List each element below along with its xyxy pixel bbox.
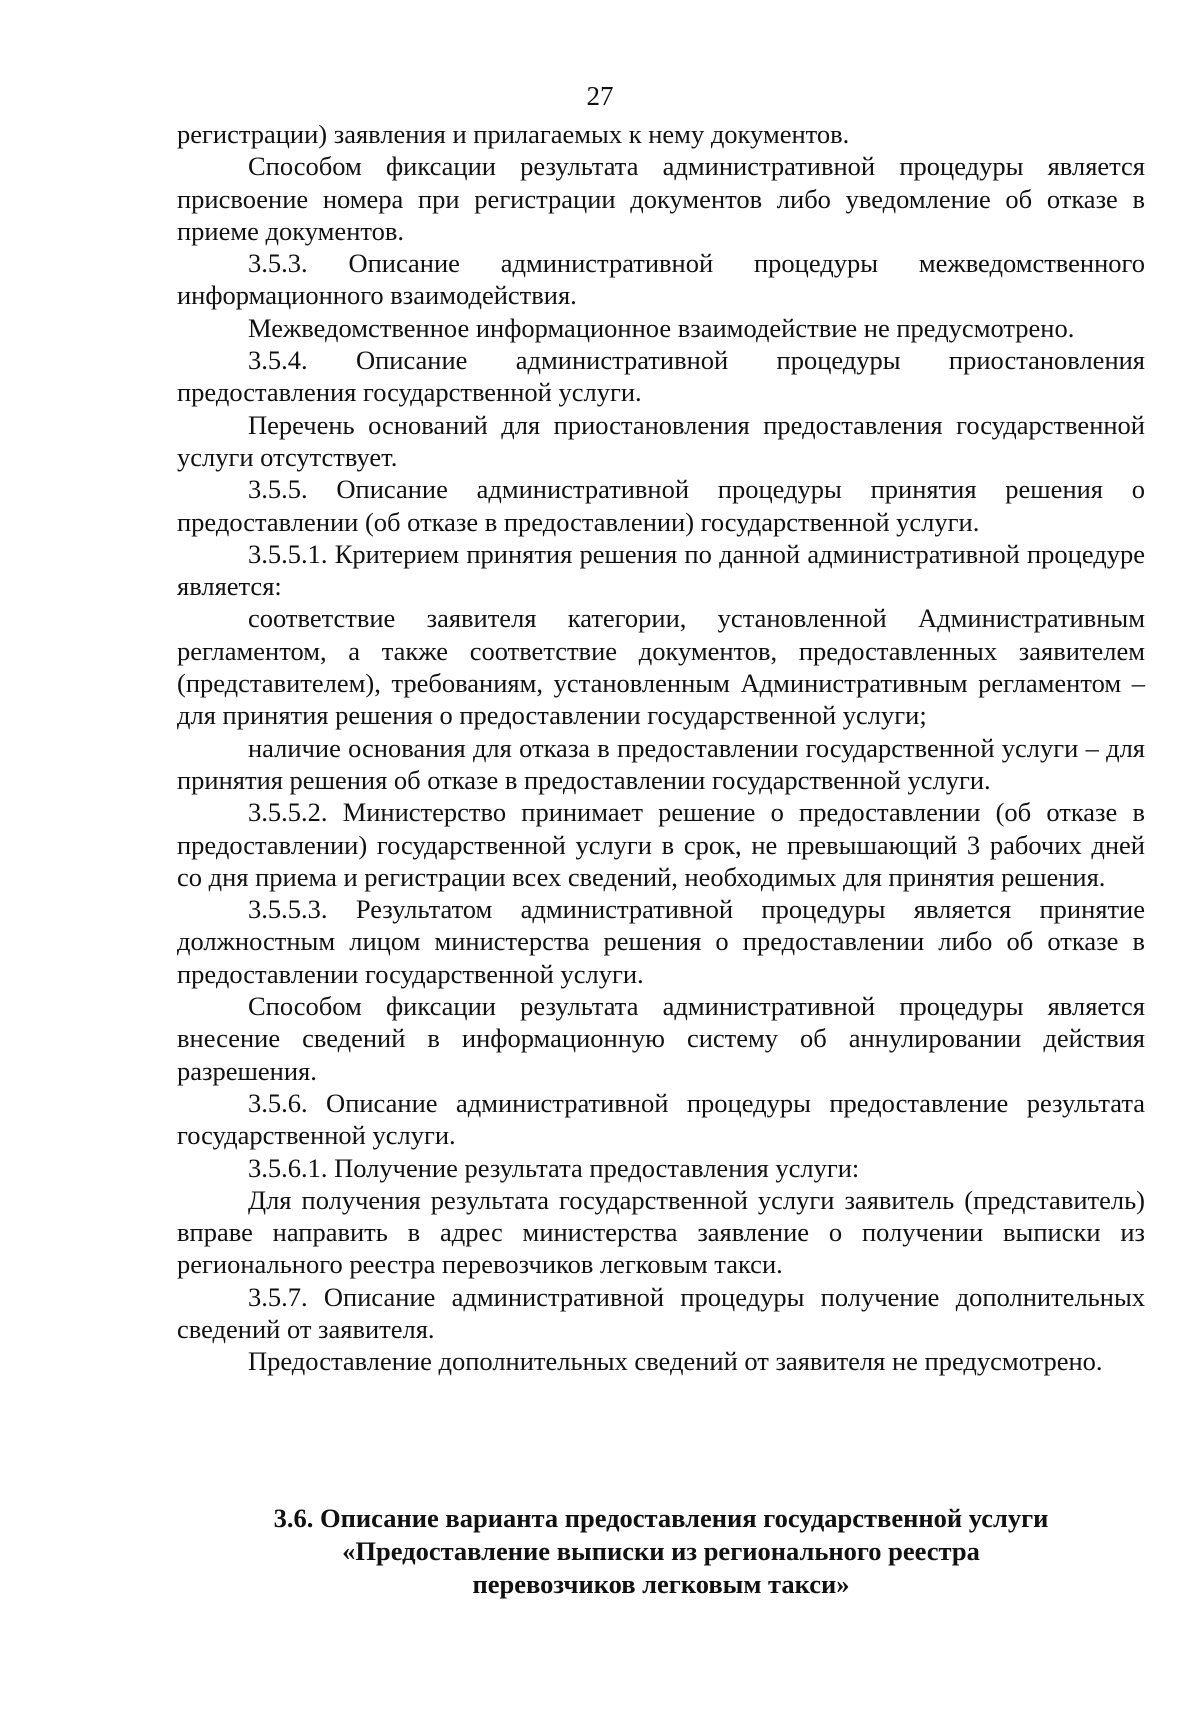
paragraph: Способом фиксации результата административной процедуры является присвоение номера при регистрации документов либо уведомление об отказе в приеме документов. bbox=[177, 151, 1145, 246]
paragraph: 3.5.6. Описание административной процедуры предоставление результата государственной услуги. bbox=[177, 1087, 1145, 1151]
paragraph: Перечень оснований для приостановления предоставления государственной услуги отсутствует. bbox=[177, 409, 1145, 472]
section-heading-line: «Предоставление выписки из регионального реестра bbox=[342, 1536, 980, 1566]
paragraph: наличие основания для отказа в предоставлении государственной услуги – для принятия решения об отказе в предоставлении государственной услуги. bbox=[177, 732, 1145, 795]
paragraph: 3.5.4. Описание административной процедуры приостановления предоставления государственной услуги. bbox=[177, 345, 1145, 408]
paragraph: Для получения результата государственной услуги заявитель (представитель) вправе направить в адрес министерства заявление о получении выписки из регионального реестра перевозчиков легковым такси. bbox=[177, 1184, 1145, 1280]
section-heading bbox=[177, 1502, 1145, 1601]
paragraph: соответствие заявителя категории, установленной Административным регламентом, а также соответствие документов, предоставленных заявителем (представителем), требованиям, установленным Административным регламентом – для принятия решения о предоставлении государственной услуги; bbox=[177, 603, 1145, 731]
section-heading-line: перевозчиков легковым такси» bbox=[472, 1569, 850, 1599]
paragraph: Предоставление дополнительных сведений от заявителя не предусмотрено. bbox=[248, 1346, 1103, 1377]
paragraph: 3.5.5.3. Результатом административной процедуры является принятие должностным лицом министерства решения о предоставлении либо об отказе в предоставлении государственной услуги. bbox=[177, 894, 1145, 989]
paragraph: 3.5.5. Описание административной процедуры принятия решения о предоставлении (об отказе в предоставлении) государственной услуги. bbox=[177, 474, 1145, 537]
page-number: 27 bbox=[586, 81, 614, 111]
paragraph: 3.5.7. Описание административной процедуры получение дополнительных сведений от заявителя. bbox=[177, 1281, 1145, 1344]
paragraph: 3.5.6.1. Получение результата предоставления услуги: bbox=[248, 1152, 860, 1183]
section-heading-line: 3.6. Описание варианта предоставления государственной услуги bbox=[273, 1503, 1049, 1533]
paragraph: 3.5.5.1. Критерием принятия решения по данной административной процедуре является: bbox=[177, 538, 1145, 602]
paragraph: 3.5.5.2. Министерство принимает решение о предоставлении (об отказе в предоставлении) государственной услуги в срок, не превышающий 3 рабочих дней со дня приема и регистрации всех сведений, необходимых для принятия решения. bbox=[177, 797, 1145, 892]
paragraph: Способом фиксации результата административной процедуры является внесение сведений в информационную систему об аннулировании действия разрешения. bbox=[177, 991, 1145, 1086]
document-body bbox=[177, 118, 1145, 1378]
paragraph: Межведомственное информационное взаимодействие не предусмотрено. bbox=[248, 312, 1075, 343]
paragraph: 3.5.3. Описание административной процедуры межведомственного информационного взаимодействия. bbox=[177, 248, 1145, 311]
paragraph: регистрации) заявления и прилагаемых к нему документов. bbox=[177, 119, 850, 149]
